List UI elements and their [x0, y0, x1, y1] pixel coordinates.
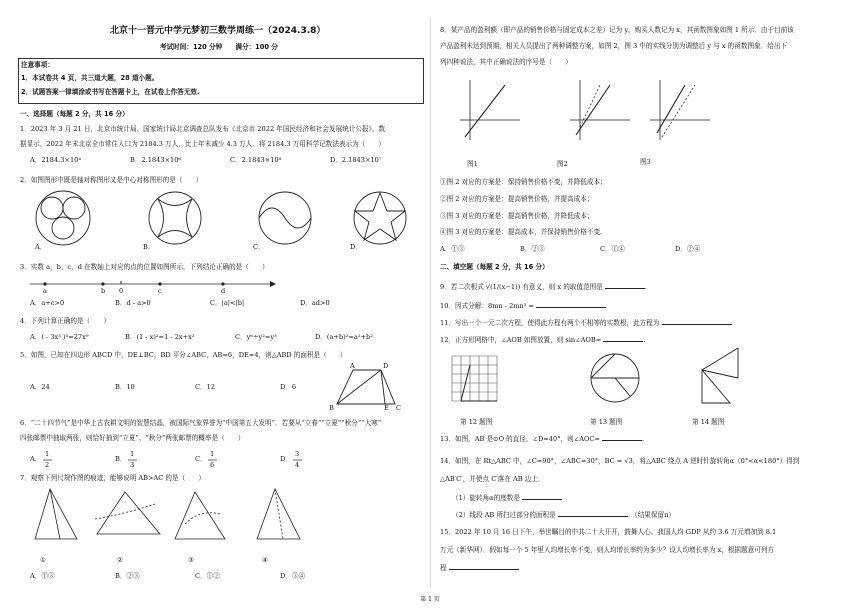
option: B． — [115, 455, 127, 463]
question-text: 8．某产品的盈利额（即产品的销售价格与固定成本之差）记为 y，购买人数记为 x，其函数图象如图 1 所示．由于目前该 — [440, 26, 794, 34]
figure-a-icon — [36, 191, 90, 245]
option: B．②③ — [520, 245, 545, 253]
figure-caption: ② — [117, 556, 123, 564]
question-text: 10．因式分解：8mn - 2mn³ = — [440, 301, 606, 310]
figure-d-icon — [354, 192, 406, 244]
option: D．2.1843×10⁷ — [330, 156, 382, 164]
figure-caption: ① — [40, 556, 46, 564]
fraction-denominator: 2 — [45, 461, 50, 469]
question-text: △AB′C′，并使点 C′落在 AB 边上． — [440, 475, 545, 483]
statement: ②图 2 对应的方案是：提高销售价格，并提高成本； — [440, 195, 594, 203]
option: D．③④ — [280, 572, 306, 580]
question-text: 产品盈利未达到预期，相关人员提出了两种调整方案，如图 2，图 3 中的实线分别为调整后 y 与 x 的函数图象．给出下 — [440, 42, 788, 50]
question-text: 15．2022 年 10 月 16 日下午，举世瞩目的中共二十大开开，鼓舞人心。我国人均 GDP 从约 3.6 万元增加到 8.1 — [440, 528, 777, 536]
question-text: 4．下列计算正确的是（ ） — [20, 317, 110, 325]
option: C． — [195, 455, 207, 463]
option: A．①③ — [440, 245, 465, 253]
option: B．(1 - x)²=1 - 2x+x² — [125, 333, 195, 341]
figure-caption: 图2 — [557, 160, 568, 168]
q8-graphs — [450, 75, 850, 170]
figure-caption: 第 12 题图 — [460, 418, 493, 426]
point-label: C — [396, 404, 402, 412]
option: C． — [253, 243, 265, 251]
figure-caption: ④ — [262, 556, 268, 564]
fraction-numerator: 3 — [295, 450, 300, 458]
point-label: D — [383, 362, 389, 370]
question-text: 2．如图图形中既是轴对称图形又是中心对称图形的是（ ） — [20, 176, 203, 184]
exam-meta: 考试时间：120 分钟 满分：100 分 — [160, 43, 278, 51]
question-text: 14．如图，在 Rt△ABC 中，∠C=90°，∠ABC=30°，BC = √3，将△ABC 绕点 A 逆时针旋转角α（0°<α<180°）得到 — [440, 457, 800, 465]
option: A．24 — [30, 383, 50, 391]
fraction-denominator: 3 — [130, 461, 135, 469]
question-text: 7．观察下列尺规作图的痕迹，能够说明 AB>AC 的是（ ） — [20, 474, 205, 482]
option: C．①④ — [600, 245, 625, 253]
option: C．|a|<|b| — [210, 299, 245, 307]
exam-title: 北京十一晋元中学元梦初三数学周练一（2024.3.8） — [110, 26, 326, 36]
fraction-numerator: 1 — [210, 450, 215, 458]
q7-construction-figures — [25, 484, 425, 554]
option: C．2.1843×10⁸ — [230, 156, 282, 164]
point-label: E — [384, 404, 389, 412]
question-text: 3．实数 a，b，c，d 在数轴上对应的点的位置如图所示，下列结论正确的是（ ） — [20, 263, 269, 271]
point-label: B — [329, 404, 334, 412]
option: C．12 — [195, 383, 216, 391]
option: A．2184.3×10⁴ — [30, 156, 81, 164]
question-text: 四张邮票中抽取两张，则恰好抽到“立夏”、“秋分”两张邮票的概率是（ ） — [20, 434, 245, 442]
option: C．①② — [195, 572, 220, 580]
option: A． — [30, 455, 42, 463]
fraction-numerator: 1 — [45, 450, 50, 458]
question-text: 万元（新华网）．假如每一个 5 年里人均增长率不变，则人均增长率约为多少？设人均增长率为 x，根据题意可列方 — [440, 546, 774, 554]
question-text: 9．若二次根式 √(1/(x−1)) 有意义，则 x 的取值范围是 . — [440, 283, 647, 291]
fraction-bars — [40, 452, 340, 468]
question-text: 5．如图，已知在四边形 ABCD 中，DE⊥BC，BD 平分∠ABC，AB=6，DE=4，则△ABD 的面积是（ ） — [20, 351, 347, 359]
fraction-numerator: 1 — [130, 450, 135, 458]
option: C．y⁶÷y²=y³ — [235, 333, 277, 341]
figure-caption: ③ — [188, 556, 194, 564]
statement: ①图 2 对应的方案是：保持销售价格不变，并降低成本； — [440, 178, 607, 186]
question-text: 12．正方形网格中，∠AOB 如图放置，则 sin∠AOB= . — [440, 336, 646, 344]
question-text: 据显示，2022 年末北京全市常住人口为 2184.3 万人，比上年末减少 4.3 万人．将 2184.3 万用科学记数法表示为（ ） — [20, 140, 386, 148]
option: A． — [35, 243, 47, 251]
question-text: 程 — [440, 563, 519, 572]
option: D．②④ — [675, 245, 701, 253]
statement: ④图 3 对应的方案是：提高成本，并保持销售价格不变. — [440, 228, 603, 236]
page-number: 第 1 页 — [420, 596, 440, 603]
option: A．a+c>0 — [30, 299, 65, 307]
axis-label: d — [221, 287, 226, 295]
notice-title: 注意事项： — [21, 61, 54, 69]
statement: ③图 3 对应的方案是：提高销售价格，并降低成本； — [440, 212, 594, 220]
q12-q14-figures — [440, 348, 860, 418]
right-column — [430, 0, 860, 608]
fraction-denominator: 4 — [295, 461, 300, 469]
question-text: 11．写出一个一元二次方程，使得此方程有两个不相等的实数根，此方程为 — [440, 318, 732, 327]
option: B．2.1843×10⁶ — [130, 156, 182, 164]
question-text: 1．2023 年 3 月 21 日，北京市统计局、国家统计局北京调查总队发布《北京市 2022 年国民经济和社会发展统计公报》。数 — [20, 125, 386, 133]
axis-label: b — [101, 287, 106, 295]
figure-b-icon — [149, 192, 201, 244]
option: B．d - a>0 — [115, 299, 151, 307]
axis-label: 0 — [119, 287, 124, 295]
figure-caption: 第 14 题图 — [692, 418, 725, 426]
sub-question: （2）线段 AB 所扫过部分的面积是 ．（结果保留π） — [452, 511, 676, 519]
option: D．(a+b)²=a²+b² — [315, 333, 373, 341]
option: A．①③ — [30, 572, 55, 580]
option: D．ad>0 — [300, 299, 330, 307]
axis-label: a — [43, 287, 47, 295]
section-title: 二、填空题（每题 2 分，共 16 分） — [440, 263, 549, 271]
option: B．18 — [115, 383, 135, 391]
option: D．6 — [280, 383, 297, 391]
option: D． — [280, 455, 292, 463]
figure-c-icon — [259, 192, 311, 244]
notice-item: 1．本试卷共 4 页，共三道大题，28 道小题。 — [21, 74, 159, 82]
option: B．②③ — [115, 572, 140, 580]
point-label: A — [350, 362, 355, 370]
q2-figures — [0, 186, 430, 266]
sub-question: （1）旋转角α的度数是 — [452, 493, 562, 502]
axis-label: c — [158, 287, 162, 295]
question-text: 6．“二十四节气”是中华上古农耕文明的智慧结晶，被国际气象界誉为“中国第五大发明”．若要从“立春”“立夏”“秋分”“大寒” — [20, 419, 382, 427]
figure-caption: 第 13 题图 — [590, 418, 623, 426]
option: B． — [143, 243, 155, 251]
fraction-denominator: 6 — [210, 461, 215, 469]
figure-caption: 图3 — [640, 158, 651, 166]
figure-caption: 图1 — [467, 160, 478, 168]
question-text: 列四种说法，其中正确说法的序号是（ ） — [440, 58, 572, 66]
notice-item: 2．试题答案一律填涂或书写在答题卡上，在试卷上作答无效. — [21, 88, 200, 96]
option: A．( - 3x³ )³=27x⁹ — [30, 333, 89, 341]
option: D． — [350, 243, 362, 251]
section-title: 一、选择题（每题 2 分，共 16 分） — [20, 110, 129, 118]
question-text: 13．如图，AB 是⊙O 的直径，∠D=40°，则∠AOC= . — [440, 435, 645, 443]
